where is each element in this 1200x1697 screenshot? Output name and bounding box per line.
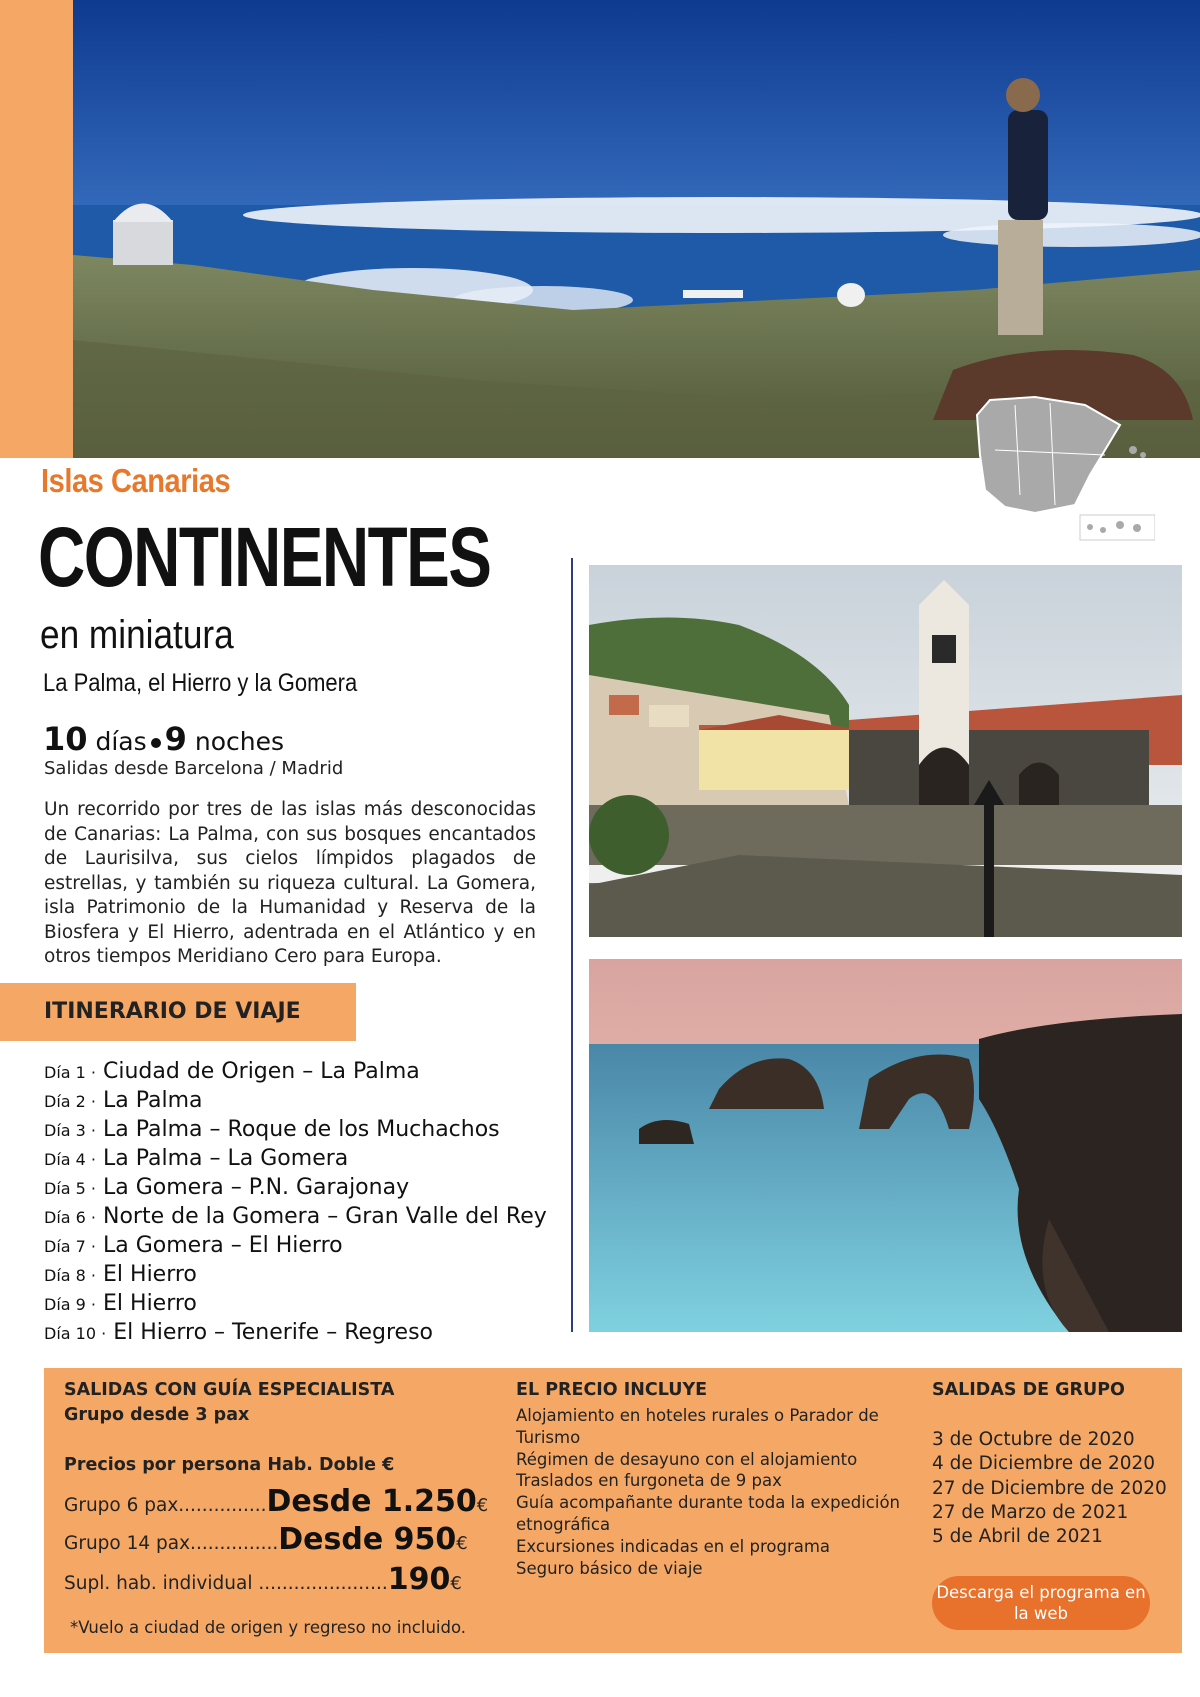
day-number: Día 1 · — [44, 1063, 97, 1082]
itinerary-item — [44, 1318, 547, 1347]
itinerary-item — [44, 1057, 547, 1086]
price-label: Supl. hab. individual ...................... — [64, 1573, 388, 1594]
currency-symbol: € — [456, 1533, 468, 1554]
day-number: Día 10 · — [44, 1324, 107, 1343]
departure-date: 4 de Diciembre de 2020 — [932, 1453, 1156, 1475]
days-label: días — [95, 727, 147, 756]
itinerary-header-label: ITINERARIO DE VIAJE — [44, 999, 301, 1024]
itinerary-list — [44, 1057, 547, 1347]
itinerary-item — [44, 1115, 547, 1144]
day-description: Ciudad de Origen – La Palma — [103, 1059, 420, 1084]
day-description: La Palma – La Gomera — [103, 1146, 349, 1171]
itinerary-item — [44, 1202, 547, 1231]
departure-date: 27 de Marzo de 2021 — [932, 1501, 1129, 1523]
includes-title: EL PRECIO INCLUYE — [516, 1380, 708, 1400]
include-item: Excursiones indicadas en el programa — [516, 1536, 831, 1556]
nights-number: 9 — [164, 720, 187, 758]
itinerary-item — [44, 1231, 547, 1260]
price-row-group-14 — [64, 1522, 468, 1557]
currency-symbol: € — [450, 1573, 462, 1594]
islands-label: La Palma, el Hierro y la Gomera — [43, 669, 358, 697]
vertical-divider — [571, 558, 573, 1332]
includes-list — [516, 1405, 916, 1579]
day-number: Día 3 · — [44, 1121, 97, 1140]
day-number: Día 7 · — [44, 1237, 97, 1256]
departure-cities: Salidas desde Barcelona / Madrid — [44, 758, 344, 779]
itinerary-item — [44, 1144, 547, 1173]
day-description: La Palma – Roque de los Muchachos — [103, 1117, 500, 1142]
bullet-icon — [151, 738, 161, 748]
itinerary-item — [44, 1086, 547, 1115]
include-item: Régimen de desayuno con el alojamiento — [516, 1449, 858, 1469]
day-number: Día 5 · — [44, 1179, 97, 1198]
include-item: Alojamiento en hoteles rurales o Parador de Turismo — [516, 1406, 879, 1447]
price-row-group-6 — [64, 1484, 488, 1519]
photo-church-village — [589, 565, 1182, 937]
day-number: Día 6 · — [44, 1208, 97, 1227]
flight-footnote: *Vuelo a ciudad de origen y regreso no incluido. — [70, 1618, 467, 1637]
day-description: La Palma — [103, 1088, 203, 1113]
accent-bar — [0, 0, 73, 458]
departure-date: 27 de Diciembre de 2020 — [932, 1477, 1167, 1499]
region-label: Islas Canarias — [41, 462, 231, 499]
trip-description: Un recorrido por tres de las islas más desconocidas de Canarias: La Palma, con sus bosques encantados de Laurisilva, sus cielos límpidos plagados de estrellas, y también su riqueza cultural. La Gomera, isla Patrimonio de la Humanidad y Reserva de la Biosfera y El Hierro, adentrada en el Atlántico y en otros tiempos Meridiano Cero para Europa. — [44, 799, 536, 967]
price-per-person-label: Precios por persona Hab. Doble € — [64, 1455, 395, 1475]
hero-photo-observatory — [73, 0, 1200, 458]
departure-dates-list — [932, 1428, 1167, 1549]
day-number: Día 2 · — [44, 1092, 97, 1111]
price-value: Desde 1.250 — [266, 1484, 477, 1519]
include-item: Guía acompañante durante toda la expedición etnográfica — [516, 1493, 901, 1534]
day-description: Norte de la Gomera – Gran Valle del Rey — [103, 1204, 547, 1229]
day-description: El Hierro — [103, 1262, 197, 1287]
page-title: CONTINENTES — [38, 510, 491, 604]
itinerary-header — [0, 983, 356, 1041]
price-value: Desde 950 — [278, 1522, 457, 1557]
itinerary-item — [44, 1260, 547, 1289]
group-minimum: Grupo desde 3 pax — [64, 1405, 250, 1425]
day-number: Día 8 · — [44, 1266, 97, 1285]
price-label: Grupo 6 pax............... — [64, 1495, 267, 1516]
trip-duration — [43, 720, 284, 758]
departure-date: 3 de Octubre de 2020 — [932, 1429, 1135, 1450]
group-departures-title: SALIDAS DE GRUPO — [932, 1380, 1125, 1400]
nights-label: noches — [194, 727, 285, 756]
spain-map-icon — [975, 395, 1155, 545]
include-item: Traslados en furgoneta de 9 pax — [516, 1471, 782, 1491]
price-label: Grupo 14 pax............... — [64, 1533, 279, 1554]
departure-date: 5 de Abril de 2021 — [932, 1526, 1103, 1548]
page-subtitle: en miniatura — [40, 613, 234, 657]
day-description: El Hierro — [103, 1291, 197, 1316]
day-number: Día 9 · — [44, 1295, 97, 1314]
price-value: 190 — [387, 1562, 451, 1597]
days-number: 10 — [43, 720, 88, 758]
price-row-single-supplement — [64, 1562, 462, 1597]
itinerary-item — [44, 1173, 547, 1202]
download-program-button[interactable]: Descarga el programa en la web — [932, 1576, 1150, 1630]
include-item: Seguro básico de viaje — [516, 1558, 703, 1578]
day-description: La Gomera – El Hierro — [103, 1233, 343, 1258]
day-description: La Gomera – P.N. Garajonay — [103, 1175, 410, 1200]
day-number: Día 4 · — [44, 1150, 97, 1169]
photo-coastline — [589, 959, 1182, 1332]
itinerary-item — [44, 1289, 547, 1318]
pricing-title: SALIDAS CON GUÍA ESPECIALISTA — [64, 1380, 395, 1400]
day-description: El Hierro – Tenerife – Regreso — [113, 1320, 434, 1345]
currency-symbol: € — [476, 1495, 489, 1516]
